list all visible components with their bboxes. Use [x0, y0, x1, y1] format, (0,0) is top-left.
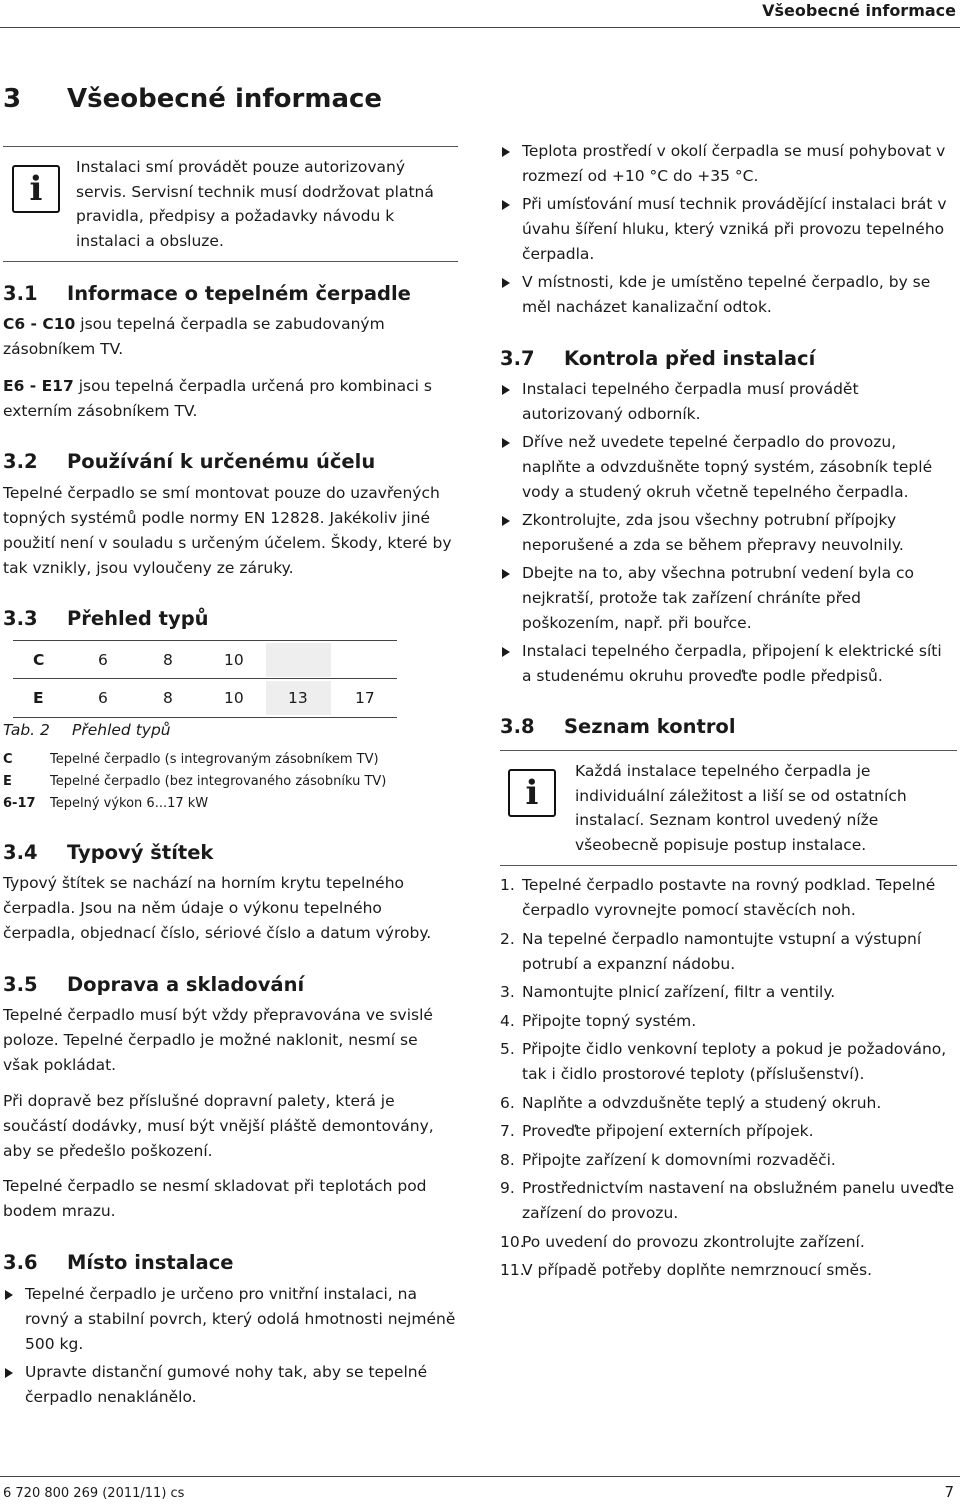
pre-installation-list: [500, 377, 955, 692]
step-item: [500, 1258, 958, 1283]
section-title: Kontrola před instalací: [564, 347, 816, 370]
step-text: Prostřednictvím nastavení na obslužném panelu uveďte zařízení do provozu.: [522, 1179, 955, 1222]
step-item: [500, 1091, 958, 1116]
step-text: Připojte topný systém.: [522, 1011, 697, 1030]
list-item: Teplota prostředí v okolí čerpadla se musí pohybovat v rozmezí od +10 °C do +35 °C.: [500, 139, 955, 189]
legend-text: Tepelné čerpadlo (bez integrovaného zásobníku TV): [50, 774, 387, 789]
step-number: 2.: [500, 929, 515, 948]
step-number: 7.: [500, 1122, 515, 1140]
step-number: 9.: [500, 1179, 515, 1197]
step-text: Proveďte připojení externích přípojek.: [522, 1122, 814, 1140]
step-item: [500, 1148, 958, 1173]
table-cell: 10: [224, 689, 244, 707]
step-item: [500, 1037, 958, 1087]
section-title: Místo instalace: [67, 1251, 234, 1274]
installation-site-list-continued: [500, 139, 955, 323]
notice-box: [3, 146, 458, 262]
step-number: 1.: [500, 876, 515, 894]
section-title: Informace o tepelném čerpadle: [67, 282, 411, 305]
section-number: 3.2: [3, 450, 38, 473]
step-number: 3.: [500, 983, 515, 1001]
section-title: Seznam kontrol: [564, 715, 736, 738]
legend-key: 6-17: [3, 796, 36, 811]
heading-3-4: [3, 840, 213, 866]
footer-rule: [0, 1476, 960, 1477]
paragraph-intended-use: Tepelné čerpadlo se smí montovat pouze do uzavřených topných systémů podle normy EN 12828. Jakékoliv jiné použití není v souladu s určeným účelem. Škody, které by tak vznikly, jsou vyloučeny ze záruky.: [3, 484, 452, 577]
list-item: Instalaci tepelného čerpadla, připojení k elektrické síti a studenému okruhu proveďte podle předpisů.: [500, 639, 955, 689]
list-item: Dbejte na to, aby všechna potrubní vedení byla co nejkratší, protože tak zařízení chráníte před poškozením, např. při bouřce.: [500, 561, 955, 636]
installation-site-list: [3, 1282, 458, 1413]
section-title: Typový štítek: [67, 841, 214, 864]
table-cell-type: E: [33, 689, 44, 707]
step-item: [500, 927, 958, 977]
notice-text: Instalaci smí provádět pouze autorizovaný servis. Servisní technik musí dodržovat platná pravidla, předpisy a požadavky návodu k instalaci a obsluze.: [76, 158, 434, 250]
section-title: Doprava a skladování: [67, 973, 305, 996]
step-text: Naplňte a odvzdušněte teplý a studený okruh.: [522, 1093, 882, 1112]
table-cell-type: C: [33, 651, 45, 669]
heading-3-6: [3, 1250, 233, 1276]
table-caption: [3, 718, 171, 743]
list-item: V místnosti, kde je umístěno tepelné čerpadlo, by se měl nacházet kanalizační odtok.: [500, 270, 955, 320]
step-number: 5.: [500, 1040, 515, 1058]
table-cell: 6: [98, 651, 108, 669]
header-title: Všeobecné informace: [762, 1, 956, 20]
notice-box: [500, 750, 957, 866]
list-item: Tepelné čerpadlo je určeno pro vnitřní instalaci, na rovný a stabilní povrch, který odolá hmotnosti nejméně 500 kg.: [3, 1282, 458, 1357]
step-item: [500, 1176, 958, 1226]
step-text: Připojte čidlo venkovní teploty a pokud je požadováno, tak i čidlo prostorové teploty (příslušenství).: [522, 1040, 947, 1083]
header-rule: [0, 27, 960, 28]
section-number: 3.8: [500, 715, 535, 738]
chapter-number: 3: [3, 84, 22, 114]
table-cell: 10: [224, 651, 244, 669]
step-text: Tepelné čerpadlo postavte na rovný podklad. Tepelné čerpadlo vyrovnejte pomocí stavěcích noh.: [522, 876, 936, 919]
paragraph-type-plate: Typový štítek se nachází na horním krytu tepelného čerpadla. Jsou na něm údaje o výkonu tepelného čerpadla, objednací číslo, sériové číslo a datum výroby.: [3, 874, 432, 942]
list-item: Instalaci tepelného čerpadla musí provádět autorizovaný odborník.: [500, 377, 955, 427]
step-number: 4.: [500, 1011, 515, 1030]
table-shading: [266, 643, 331, 677]
table-rule: [13, 678, 397, 679]
step-item: [500, 1009, 958, 1034]
section-number: 3.1: [3, 282, 38, 305]
step-text: Po uvedení do provozu zkontrolujte zařízení.: [522, 1232, 865, 1251]
list-item: Při umísťování musí technik provádějící instalaci brát v úvahu šíření hluku, který vzniká při provozu tepelného čerpadla.: [500, 192, 955, 267]
info-icon: i: [12, 165, 60, 213]
table-row: [3, 642, 397, 678]
section-number: 3.5: [3, 973, 38, 996]
heading-3-3: [3, 606, 209, 632]
table-cell: 13: [288, 689, 308, 707]
section-number: 3.7: [500, 347, 535, 370]
document-number: 6 720 800 269 (2011/11) cs: [3, 1486, 185, 1501]
step-item: [500, 873, 958, 923]
table-rule: [13, 640, 397, 641]
type-code: C6 - C10: [3, 315, 76, 333]
legend-text: Tepelný výkon 6...17 kW: [50, 796, 209, 811]
section-number: 3.3: [3, 607, 38, 630]
table-cell: 17: [355, 689, 375, 707]
paragraph-text: jsou tepelná čerpadla se zabudovaným zásobníkem TV.: [3, 315, 385, 358]
heading-3-2: [3, 449, 375, 475]
info-icon: i: [508, 769, 556, 817]
legend-key: E: [3, 774, 12, 789]
section-number: 3.4: [3, 841, 38, 864]
step-number: 10.: [500, 1232, 525, 1251]
section-number: 3.6: [3, 1251, 38, 1274]
chapter-title: Všeobecné informace: [67, 84, 383, 114]
step-item: [500, 1230, 958, 1255]
step-number: 6.: [500, 1093, 515, 1112]
step-text: V případě potřeby doplňte nemrznoucí směs.: [522, 1261, 872, 1279]
chapter-heading: [3, 82, 382, 116]
list-item: Upravte distanční gumové nohy tak, aby se tepelné čerpadlo nenaklánělo.: [3, 1360, 458, 1410]
step-item: [500, 980, 958, 1005]
legend-text: Tepelné čerpadlo (s integrovaným zásobníkem TV): [50, 752, 379, 767]
section-title: Používání k určenému účelu: [67, 450, 376, 473]
paragraph-e-types: [3, 374, 458, 424]
table-cell: 8: [163, 689, 173, 707]
table-cell: 6: [98, 689, 108, 707]
heading-3-8: [500, 714, 736, 740]
step-number: 11.: [500, 1261, 525, 1279]
type-code: E6 - E17: [3, 377, 74, 395]
legend-key: C: [3, 752, 13, 767]
table-cell: 8: [163, 651, 173, 669]
notice-text: Každá instalace tepelného čerpadla je individuální záležitost a liší se od ostatních instalací. Seznam kontrol uvedený níže všeobecně popisuje postup instalace.: [575, 762, 907, 854]
step-text: Na tepelné čerpadlo namontujte vstupní a výstupní potrubí a expanzní nádobu.: [522, 929, 922, 973]
paragraph-text: jsou tepelná čerpadla určená pro kombinaci s externím zásobníkem TV.: [3, 377, 432, 420]
list-item: Zkontrolujte, zda jsou všechny potrubní přípojky neporušené a zda se během přepravy neuvolnily.: [500, 508, 955, 558]
step-number: 8.: [500, 1150, 515, 1169]
paragraph-transport-2: Při dopravě bez příslušné dopravní palety, která je součástí dodávky, musí být vnější pláště demontovány, aby se předešlo poškození.: [3, 1092, 434, 1160]
paragraph-transport-3: Tepelné čerpadlo se nesmí skladovat při teplotách pod bodem mrazu.: [3, 1177, 427, 1220]
caption-label: Tab. 2: [3, 721, 50, 739]
step-text: Namontujte plnicí zařízení, filtr a ventily.: [522, 983, 836, 1001]
heading-3-1: [3, 281, 411, 307]
paragraph-transport-1: Tepelné čerpadlo musí být vždy přepravována ve svislé poloze. Tepelné čerpadlo je možné naklonit, nesmí se však pokládat.: [3, 1006, 433, 1074]
section-title: Přehled typů: [67, 607, 209, 630]
checklist-steps: [500, 873, 958, 1287]
heading-3-5: [3, 972, 304, 998]
paragraph-c-types: [3, 312, 433, 362]
list-item: Dříve než uvedete tepelné čerpadlo do provozu, naplňte a odvzdušněte topný systém, zásobník teplé vody a studený okruh včetně tepelného čerpadla.: [500, 430, 955, 505]
caption-text: Přehled typů: [72, 721, 171, 739]
page-number: 7: [944, 1483, 954, 1501]
table-row: [3, 680, 397, 716]
heading-3-7: [500, 346, 815, 372]
step-item: [500, 1119, 958, 1144]
step-text: Připojte zařízení k domovními rozvaděči.: [522, 1150, 836, 1169]
